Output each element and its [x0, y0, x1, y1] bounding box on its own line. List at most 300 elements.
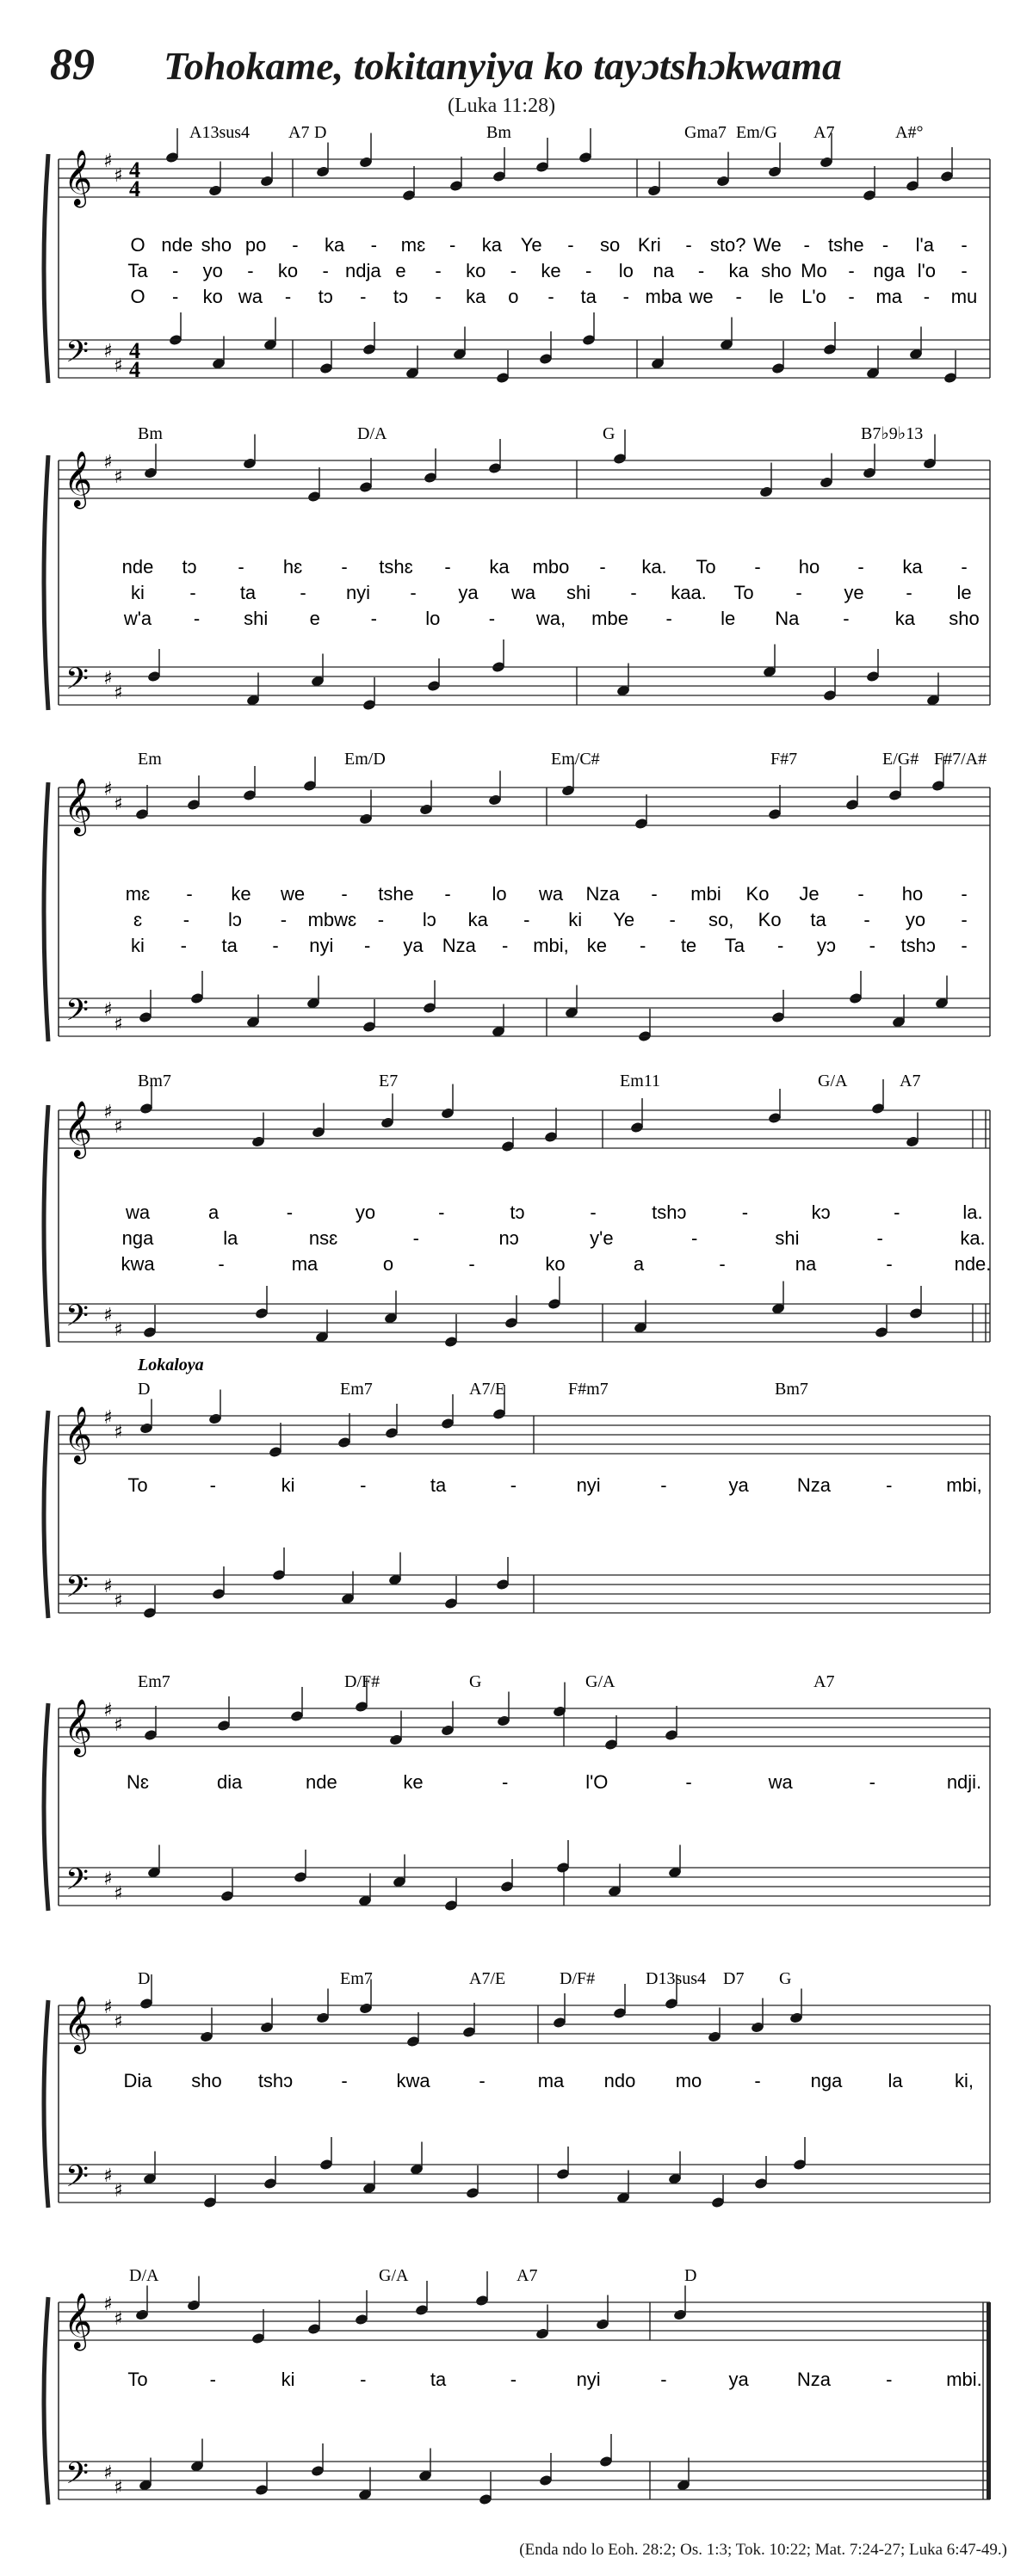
chord-symbol: G	[603, 424, 615, 443]
system-bracket	[44, 2297, 48, 2505]
lyric-syllable: O	[130, 286, 145, 307]
lyric-syllable: wa	[510, 582, 536, 603]
lyric-syllable: To	[127, 2369, 148, 2390]
lyric-syllable: -	[894, 1202, 900, 1223]
chord-symbol: Em/G	[736, 123, 777, 142]
chord-symbol: Em	[138, 750, 162, 769]
lyric-syllable: ye	[844, 582, 864, 603]
hymn-title: Tohokame, tokitanyiya ko tayɔtshɔkwama	[164, 44, 842, 88]
lyric-syllable: Dia	[123, 2070, 152, 2091]
chord-symbol: G	[469, 1672, 482, 1691]
bass-clef-icon: 𝄢	[65, 661, 90, 703]
chord-symbol: E7	[379, 1072, 399, 1090]
lyric-line-verse-1	[122, 556, 968, 578]
key-sharp-icon: ♯	[114, 466, 123, 488]
lyric-syllable: nyi	[576, 2369, 601, 2390]
lyric-syllable: ke	[541, 260, 561, 281]
lyric-syllable: -	[444, 883, 451, 905]
bass-staff	[59, 340, 990, 378]
lyric-syllable: -	[697, 260, 705, 281]
lyric-syllable: -	[412, 1227, 419, 1249]
lyric-syllable: ndji.	[946, 1771, 982, 1793]
lyric-syllable: le	[769, 286, 784, 307]
bass-clef-icon: 𝄢	[65, 1862, 90, 1904]
chord-symbol: D	[314, 123, 327, 142]
chord-symbol: D	[684, 2266, 697, 2285]
lyric-syllable: -	[377, 909, 385, 930]
lyric-syllable: -	[719, 1253, 726, 1275]
lyric-syllable: -	[341, 556, 348, 578]
lyric-syllable: -	[857, 556, 864, 578]
key-sharp-icon: ♯	[114, 683, 123, 704]
lyric-syllable: ka	[466, 286, 486, 307]
bass-clef-icon: 𝄢	[65, 992, 90, 1035]
chord-symbol: A7	[516, 2266, 538, 2285]
lyric-line-verse-1	[125, 1202, 983, 1223]
lyric-syllable: We	[753, 234, 782, 256]
lyric-syllable: sho	[949, 608, 980, 629]
lyric-syllable: l'O	[585, 1771, 609, 1793]
key-sharp-icon: ♯	[103, 1407, 113, 1429]
treble-clef-icon: 𝄞	[64, 1406, 93, 1462]
lyric-syllable: ho	[901, 883, 924, 905]
lyric-syllable: To	[733, 582, 754, 603]
key-sharp-icon: ♯	[103, 1997, 113, 2018]
lyric-syllable: ɛ	[133, 909, 143, 930]
lyric-syllable: -	[280, 909, 288, 930]
lyric-syllable: sho	[201, 234, 232, 256]
lyric-syllable: -	[863, 909, 870, 930]
lyric-syllable: ka.	[641, 556, 667, 578]
chord-symbol: D	[138, 1969, 151, 1988]
lyric-syllable: Nɛ	[127, 1771, 149, 1793]
chord-symbol: G/A	[379, 2266, 409, 2285]
time-signature: 4	[129, 158, 140, 182]
lyric-syllable: -	[660, 2369, 667, 2390]
bass-staff	[59, 1575, 990, 1613]
lyric-line-verse-2	[131, 582, 972, 603]
lyric-syllable: -	[886, 1253, 893, 1275]
lyric-syllable: so,	[708, 909, 734, 930]
key-sharp-icon: ♯	[103, 452, 113, 473]
lyric-syllable: -	[848, 260, 855, 281]
key-sharp-icon: ♯	[103, 999, 113, 1021]
treble-clef-icon: 𝄞	[64, 778, 93, 834]
chord-symbol: Em7	[340, 1380, 373, 1399]
key-sharp-icon: ♯	[114, 355, 123, 377]
lyric-syllable: le	[721, 608, 736, 629]
system-bracket	[44, 154, 48, 383]
chord-symbol: A#°	[895, 123, 924, 142]
lyric-syllable: we	[280, 883, 306, 905]
lyric-line-verse-1	[130, 234, 967, 256]
treble-staff	[59, 1110, 990, 1148]
lyric-syllable: ta	[430, 1474, 447, 1496]
lyric-syllable: ma	[875, 286, 903, 307]
lyric-syllable: shi	[775, 1227, 800, 1249]
treble-staff	[59, 460, 990, 498]
chord-symbol: A13sus4	[189, 123, 251, 142]
treble-staff	[59, 159, 990, 197]
key-sharp-icon: ♯	[103, 1869, 113, 1890]
lyric-syllable: dia	[216, 1771, 243, 1793]
lyric-syllable: Ye	[520, 234, 542, 256]
lyric-syllable: l'a	[915, 234, 934, 256]
lyric-syllable: ya	[728, 2369, 749, 2390]
chord-symbol: Em/D	[344, 750, 386, 769]
system-bracket	[44, 1703, 48, 1911]
lyric-syllable: -	[292, 234, 299, 256]
lyric-line-verse-1	[127, 2369, 981, 2390]
lyric-syllable: -	[171, 286, 179, 307]
lyric-syllable: sho	[191, 2070, 222, 2091]
lyric-syllable: lo	[492, 883, 507, 905]
lyric-syllable: ya	[728, 1474, 749, 1496]
treble-clef-icon: 𝄞	[64, 1101, 93, 1157]
chord-symbol: G/A	[585, 1672, 615, 1691]
hymn-number: 89	[50, 40, 95, 90]
lyric-line-verse-1	[123, 2070, 974, 2091]
lyric-syllable: -	[599, 556, 606, 578]
time-signature: 4	[129, 176, 140, 201]
bass-clef-icon: 𝄢	[65, 2159, 90, 2201]
lyric-syllable: te	[680, 935, 697, 956]
lyric-syllable: Ko	[745, 883, 770, 905]
lyric-syllable: -	[438, 1202, 445, 1223]
lyric-syllable: -	[843, 608, 850, 629]
lyric-line-verse-1	[127, 1771, 981, 1793]
lyric-syllable: -	[182, 909, 190, 930]
lyric-syllable: nga	[810, 2070, 843, 2091]
lyric-syllable: -	[488, 608, 496, 629]
lyric-syllable: -	[209, 1474, 216, 1496]
lyric-syllable: lo	[425, 608, 441, 629]
lyric-syllable: shi	[566, 582, 591, 603]
chord-symbol: Em11	[620, 1072, 661, 1090]
key-sharp-icon: ♯	[103, 779, 113, 800]
lyric-syllable: ki,	[955, 2070, 974, 2091]
chord-symbol: Bm7	[775, 1380, 808, 1399]
lyric-syllable: nsɛ	[308, 1227, 338, 1249]
lyric-syllable: Ye	[613, 909, 635, 930]
lyric-syllable: Je	[799, 883, 820, 905]
lyric-syllable: tshɔ	[652, 1202, 687, 1223]
lyric-syllable: y'e	[590, 1227, 614, 1249]
lyric-syllable: ka.	[960, 1227, 986, 1249]
lyric-syllable: -	[171, 260, 179, 281]
lyric-syllable: -	[444, 556, 451, 578]
lyric-syllable: -	[370, 234, 377, 256]
key-sharp-icon: ♯	[114, 1014, 123, 1035]
lyric-syllable: mɛ	[125, 883, 151, 905]
bass-staff	[59, 1304, 990, 1342]
lyric-syllable: Nza	[796, 1474, 832, 1496]
lyric-syllable: -	[869, 1771, 875, 1793]
lyric-syllable: -	[510, 260, 517, 281]
lyric-syllable: -	[186, 883, 193, 905]
lyric-syllable: -	[876, 1227, 883, 1249]
chord-symbol: D7	[723, 1969, 745, 1988]
lyric-syllable: Na	[775, 608, 800, 629]
lyric-syllable: -	[547, 286, 554, 307]
key-sharp-icon: ♯	[103, 2462, 113, 2484]
lyric-syllable: ki	[568, 909, 583, 930]
lyric-syllable: nde.	[954, 1253, 992, 1275]
lyric-line-verse-2	[122, 1227, 986, 1249]
lyric-syllable: ki	[131, 582, 145, 603]
key-sharp-icon: ♯	[114, 1422, 123, 1443]
bass-clef-icon: 𝄢	[65, 2456, 90, 2498]
lyric-syllable: -	[370, 608, 377, 629]
lyric-syllable: a	[208, 1202, 220, 1223]
lyric-syllable: mbi.	[946, 2369, 982, 2390]
lyric-syllable: -	[410, 582, 417, 603]
chord-symbol: Em7	[138, 1672, 170, 1691]
lyric-syllable: -	[193, 608, 201, 629]
system-bracket	[44, 782, 48, 1041]
lyric-syllable: -	[754, 2070, 761, 2091]
key-sharp-icon: ♯	[114, 1883, 123, 1905]
lyric-syllable: -	[238, 556, 244, 578]
lyric-syllable: so	[599, 234, 621, 256]
bass-staff	[59, 1868, 990, 1906]
chord-symbol: Gma7	[684, 123, 727, 142]
lyric-syllable: -	[961, 234, 968, 256]
chord-symbol: Bm7	[138, 1072, 171, 1090]
chord-symbol: B7♭9♭13	[861, 424, 924, 443]
chord-symbol: D13sus4	[646, 1969, 707, 1988]
lyric-line-verse-1	[126, 883, 968, 905]
lyric-syllable: -	[523, 909, 530, 930]
key-sharp-icon: ♯	[103, 341, 113, 362]
lyric-syllable: -	[180, 935, 187, 956]
lyric-syllable: ki	[281, 2369, 295, 2390]
system-5	[44, 1356, 990, 1619]
lyric-syllable: -	[585, 260, 592, 281]
key-sharp-icon: ♯	[103, 1102, 113, 1123]
lyric-syllable: ka	[902, 556, 923, 578]
lyric-syllable: Nza	[442, 935, 476, 956]
lyric-syllable: e	[309, 608, 320, 629]
treble-staff	[59, 1708, 990, 1746]
lyric-syllable: -	[640, 935, 646, 956]
lyric-syllable: tɔ	[182, 556, 197, 578]
key-sharp-icon: ♯	[114, 1591, 123, 1612]
lyric-syllable: tshɔ	[257, 2070, 294, 2091]
lyric-syllable: -	[435, 286, 442, 307]
lyric-syllable: -	[510, 2369, 517, 2390]
system-bracket	[44, 455, 48, 710]
lyric-syllable: wa,	[535, 608, 566, 629]
system-2	[44, 424, 990, 711]
lyric-syllable: tɔ	[393, 286, 409, 307]
lyric-syllable: ko	[277, 260, 299, 281]
key-sharp-icon: ♯	[114, 2477, 123, 2499]
lyric-line-verse-3	[131, 935, 968, 956]
lyric-syllable: -	[961, 260, 968, 281]
lyric-syllable: -	[961, 935, 968, 956]
lyric-syllable: ka	[489, 556, 510, 578]
bass-clef-icon: 𝄢	[65, 1569, 90, 1611]
lyric-syllable: -	[449, 234, 456, 256]
lyric-syllable: nga	[121, 1227, 154, 1249]
lyric-syllable: -	[685, 234, 692, 256]
system-bracket	[44, 1105, 48, 1347]
lyric-syllable: mba	[645, 286, 683, 307]
lyric-syllable: ma	[291, 1253, 319, 1275]
lyric-syllable: To	[696, 556, 716, 578]
lyric-syllable: tshɔ	[900, 935, 936, 956]
key-sharp-icon: ♯	[114, 794, 123, 815]
lyric-syllable: kɔ	[811, 1202, 831, 1223]
lyric-syllable: L'o	[801, 286, 826, 307]
footer-scripture-references: (Enda ndo lo Eoh. 28:2; Os. 1:3; Tok. 10:22; Mat. 7:24-27; Luka 6:47-49.)	[519, 2541, 1007, 2559]
key-sharp-icon: ♯	[103, 2294, 113, 2315]
lyric-syllable: le	[956, 582, 972, 603]
lyric-syllable: -	[857, 883, 864, 905]
lyric-syllable: -	[881, 234, 889, 256]
lyric-syllable: mbi	[690, 883, 721, 905]
lyric-syllable: -	[502, 935, 509, 956]
lyric-syllable: -	[284, 286, 292, 307]
lyric-syllable: -	[622, 286, 629, 307]
lyric-syllable: -	[651, 883, 658, 905]
lyric-syllable: -	[906, 582, 912, 603]
lyric-syllable: ki	[131, 935, 145, 956]
key-sharp-icon: ♯	[103, 668, 113, 689]
lyric-syllable: Kri	[637, 234, 661, 256]
lyric-syllable: po	[244, 234, 267, 256]
lyric-syllable: hɛ	[282, 556, 303, 578]
lyric-syllable: yo	[355, 1202, 376, 1223]
lyric-syllable: ma	[537, 2070, 565, 2091]
chord-symbol: D/A	[357, 424, 387, 443]
key-sharp-icon: ♯	[114, 2011, 123, 2033]
lyric-syllable: yɔ	[817, 935, 836, 956]
chord-symbol: D/F#	[344, 1672, 380, 1691]
lyric-syllable: kwa	[396, 2070, 430, 2091]
lyric-syllable: -	[300, 582, 306, 603]
lyric-syllable: -	[630, 582, 637, 603]
treble-staff	[59, 1416, 990, 1454]
lyric-syllable: -	[961, 909, 968, 930]
lyric-syllable: yo	[905, 909, 926, 930]
lyric-syllable: o	[382, 1253, 394, 1275]
lyric-syllable: ke	[586, 935, 607, 956]
lyric-syllable: -	[869, 935, 875, 956]
lyric-syllable: -	[660, 1474, 667, 1496]
lyric-syllable: nyi	[309, 935, 334, 956]
treble-staff	[59, 2005, 990, 2043]
lyric-syllable: -	[886, 2369, 893, 2390]
lyric-line-verse-1	[127, 1474, 981, 1496]
lyric-syllable: tshe	[378, 883, 414, 905]
lyric-syllable: nde	[121, 556, 154, 578]
lyric-syllable: -	[189, 582, 196, 603]
lyric-syllable: e	[395, 260, 406, 281]
lyric-syllable: ke	[231, 883, 251, 905]
lyric-syllable: -	[777, 935, 784, 956]
lyric-syllable: -	[669, 909, 676, 930]
chord-symbol: A7	[288, 123, 310, 142]
lyric-syllable: kwa	[121, 1253, 155, 1275]
system-4	[44, 1072, 991, 1348]
treble-clef-icon: 𝄞	[64, 2293, 93, 2349]
lyric-syllable: ko	[466, 260, 486, 281]
lyric-line-verse-2	[127, 260, 967, 281]
lyric-syllable: O	[130, 234, 145, 256]
lyric-syllable: shi	[244, 608, 269, 629]
lyric-syllable: nyi	[345, 582, 371, 603]
key-sharp-icon: ♯	[103, 1700, 113, 1721]
lyric-syllable: ka	[894, 608, 916, 629]
lyric-syllable: la.	[962, 1202, 983, 1223]
treble-clef-icon: 𝄞	[64, 451, 93, 507]
lyric-syllable: -	[754, 556, 761, 578]
lyric-syllable: -	[741, 1202, 749, 1223]
chord-symbol: A7	[813, 1672, 835, 1691]
lyric-syllable: yo	[202, 260, 223, 281]
lyric-syllable: tɔ	[318, 286, 333, 307]
lyric-syllable: nga	[873, 260, 906, 281]
key-sharp-icon: ♯	[103, 1576, 113, 1597]
chord-symbol: A7	[813, 123, 835, 142]
lyric-line-verse-3	[123, 608, 980, 629]
lyric-syllable: ka	[728, 260, 749, 281]
bass-staff	[59, 2165, 990, 2202]
key-sharp-icon: ♯	[114, 2180, 123, 2202]
key-sharp-icon: ♯	[114, 1319, 123, 1341]
tempo-marking: Lokaloya	[138, 1356, 204, 1374]
chord-symbol: G/A	[818, 1072, 848, 1090]
lyric-syllable: Ta	[127, 260, 148, 281]
lyric-syllable: -	[685, 1771, 692, 1793]
lyric-syllable: ta	[580, 286, 597, 307]
lyric-syllable: -	[468, 1253, 475, 1275]
lyric-syllable: -	[923, 286, 931, 307]
lyric-syllable: kaa.	[671, 582, 707, 603]
treble-clef-icon: 𝄞	[64, 150, 93, 206]
lyric-syllable: mbo	[532, 556, 570, 578]
lyric-syllable: mu	[950, 286, 978, 307]
system-bracket	[44, 1411, 48, 1618]
lyric-syllable: -	[341, 883, 348, 905]
lyric-syllable: nɔ	[498, 1227, 519, 1249]
key-sharp-icon: ♯	[103, 2165, 113, 2187]
lyric-syllable: ya	[458, 582, 479, 603]
lyric-syllable: mbi,	[533, 935, 569, 956]
lyric-syllable: -	[848, 286, 855, 307]
lyric-syllable: we	[689, 286, 714, 307]
lyric-syllable: sto?	[709, 234, 746, 256]
lyric-syllable: ta	[430, 2369, 447, 2390]
lyric-syllable: wa	[125, 1202, 151, 1223]
lyric-syllable: -	[590, 1202, 597, 1223]
lyric-syllable: tshɛ	[379, 556, 413, 578]
chord-symbol: F#m7	[568, 1380, 609, 1399]
lyric-syllable: ta	[239, 582, 257, 603]
lyric-syllable: -	[364, 935, 371, 956]
lyric-syllable: ya	[403, 935, 424, 956]
chord-symbol: F#7	[770, 750, 798, 769]
key-sharp-icon: ♯	[103, 1305, 113, 1326]
treble-staff	[59, 2302, 990, 2340]
lyric-syllable: sho	[761, 260, 792, 281]
lyric-syllable: -	[735, 286, 742, 307]
lyric-syllable: -	[691, 1227, 698, 1249]
lyric-syllable: ndja	[345, 260, 381, 281]
bass-clef-icon: 𝄢	[65, 1298, 90, 1340]
